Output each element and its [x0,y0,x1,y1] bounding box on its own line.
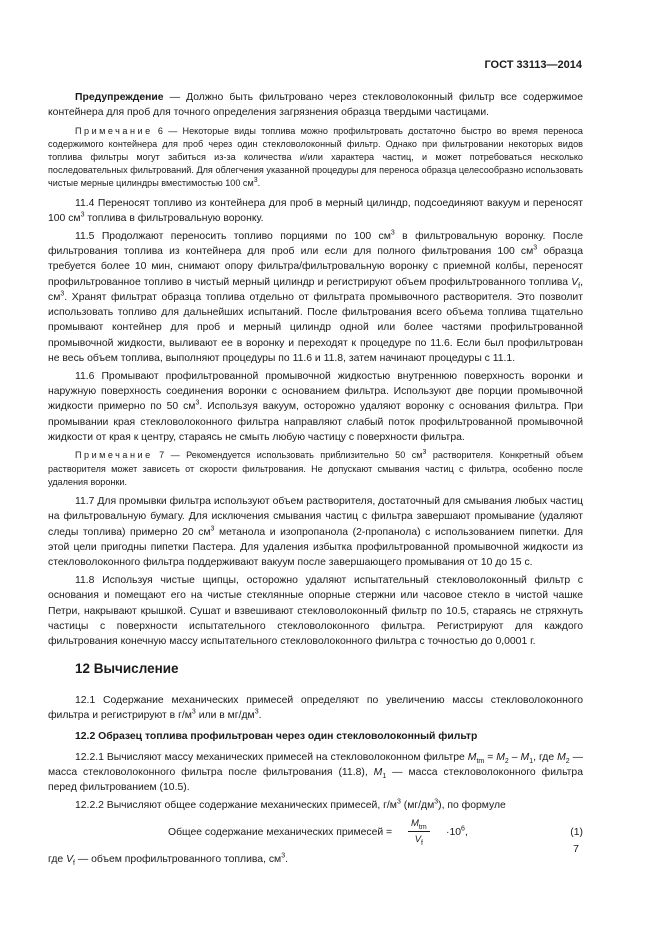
formula-multiplier: $\cdot 10^6$, [446,825,468,838]
paragraph-12-1: 12.1 Содержание механических примесей определяют по увеличению массы стекловолоконного фильтра и регистрируют в $г/м^3$ или в $мг/дм^3$. [48,694,583,722]
paragraph-11-5: 11.5 Продолжают переносить топливо порциями по 100 $см^3$ в фильтровальную воронку. После фильтрования топлива из контейнера для проб или если для полного фильтрования 100 $см^3$ образца требуется более 10 мин, снимают опору фильтра/фильтровальную воронку с приемной колбы, переносят профильтрованное топливо в чистый мерный цилиндр и регистрируют объем профильтрованного топлива $V_f$, $см^3$. Хранят фильтрат образца топлива отдельно от фильтрата промывочного растворителя. Это позволит использовать топливо для дальнейших испытаний. После фильтрования всего объема топлива тщательно промывают контейнер для проб и мерный цилиндр одной или более частями профильтрованной промывочной жидкости, выливают ее в воронку и переходят к процедуре по 11.6. Если был профильтрован не весь объем топлива, выполняют процедуры по 11.6 и 11.8, затем начинают процедуры с 11.1. [48,229,583,365]
formula-label: Общее содержание механических примесей = [168,826,393,838]
formula-where: где $V_f$ — объем профильтрованного топлива, $см^3$. [48,852,288,867]
paragraph-11-8: 11.8 Используя чистые щипцы, осторожно удаляют испытательный стекловолоконный фильтр с основания и помещают его на чистые стеклянные опорные стержни или часовое стекло в чистой чашке Петри, накрывают крышкой. Сушат и взвешивают стекловолоконный фильтр по 10.5, стараясь не стряхнуть частицы с поверхности испытательного стекловолоконного фильтра. Регистрируют для каждого фильтрования конечную массу испытательного стекловолоконного фильтра с точностью до 0,0001 г. [48,574,583,648]
formula-number: (1) [570,826,583,838]
subsection-12-2-heading: 12.2 Образец топлива профильтрован через один стекловолоконный фильтр [75,731,478,743]
paragraph-11-6: 11.6 Промывают профильтрованной промывочной жидкостью внутреннюю поверхность воронки и наружную поверхность соединения воронки с основанием фильтра. Используют две порции промывочной жидкости примерно по 50 $см^3$. Используя вакуум, осторожно удаляют воронку с основания фильтра. При промывании края стекловолоконного фильтра направляют слабый поток профильтрованной промывочной жидкости от края к центру, стараясь не смыть любую частицу с поверхности фильтра. [48,370,583,444]
warning-text: — Должно быть фильтровано через стекловолоконный фильтр все содержимое контейнера для проб для точного определения загрязнения образца твердыми частицами. [48,92,583,119]
formula-denominator: $V_f$ [414,834,423,847]
page-number: 7 [573,843,579,855]
page-body [48,90,583,870]
section-12-heading: 12 Вычисление [75,661,179,677]
note-6: Примечание 6 — Некоторые виды топлива можно профильтровать достаточно быстро во время переноса содержимого контейнера для проб через один стекловолоконный фильтр. Однако при фильтровании некоторых видов топлива фильтры могут забиться из-за количества и/или характера частиц, и может потребоваться несколько последовательных фильтрований. Для облегчения указанной процедуры для переноса образца целесообразно использовать чистые мерные цилиндры вместимостью 100 $см^3$. [48,125,583,189]
warning-paragraph [48,90,583,121]
document-code: ГОСТ 33113—2014 [484,59,582,71]
paragraph-11-4: 11.4 Переносят топливо из контейнера для проб в мерный цилиндр, подсоединяют вакуум и переносят 100 $см^3$ топлива в фильтровальную воронку. [48,197,583,224]
note-7: Примечание 7 — Рекомендуется использовать приблизительно 50 $см^3$ растворителя. Конкретный объем растворителя может зависеть от скорости фильтрования. Не допускают смывания частиц с фильтра, особенно после удаления воронки. [48,449,583,487]
warning-label: Предупреждение [75,92,164,103]
formula-1 [48,816,583,850]
note-6-label: Примечание [75,125,153,136]
note-7-label: Примечание [75,450,153,461]
paragraph-12-2-1: 12.2.1 Вычисляют массу механических примесей на стекловолоконном фильтре $M_{tm} = M_2 - M_1$, где $M_2$ — масса стекловолоконного фильтра после фильтрования (11.8), $M_1$ — масса стекловолоконного фильтра перед фильтрованием (10.5). [48,751,584,794]
paragraph-12-2-2: 12.2.2 Вычисляют общее содержание механических примесей, $г/м^3$ $(мг/дм^3)$, по формуле [75,798,506,812]
formula-fraction [408,816,430,848]
formula-numerator: $M_{tm}$ [408,816,430,832]
paragraph-11-7: 11.7 Для промывки фильтра используют объем растворителя, достаточный для смывания любых частиц на фильтровальную бумагу. Для исключения смывания частиц с фильтра завершают промывание (удаляют следы топлива) примерно 20 $см^3$ метанола и изопропанола (2-пропанола) с использованием пипетки. Для этой цели пригодны пипетки Пастера. Для удаления избытка профильтрованной промывочной жидкости из стекловолоконного фильтра поддерживают вакуум после завершающего промывания от 10 до 15 с. [48,495,583,569]
